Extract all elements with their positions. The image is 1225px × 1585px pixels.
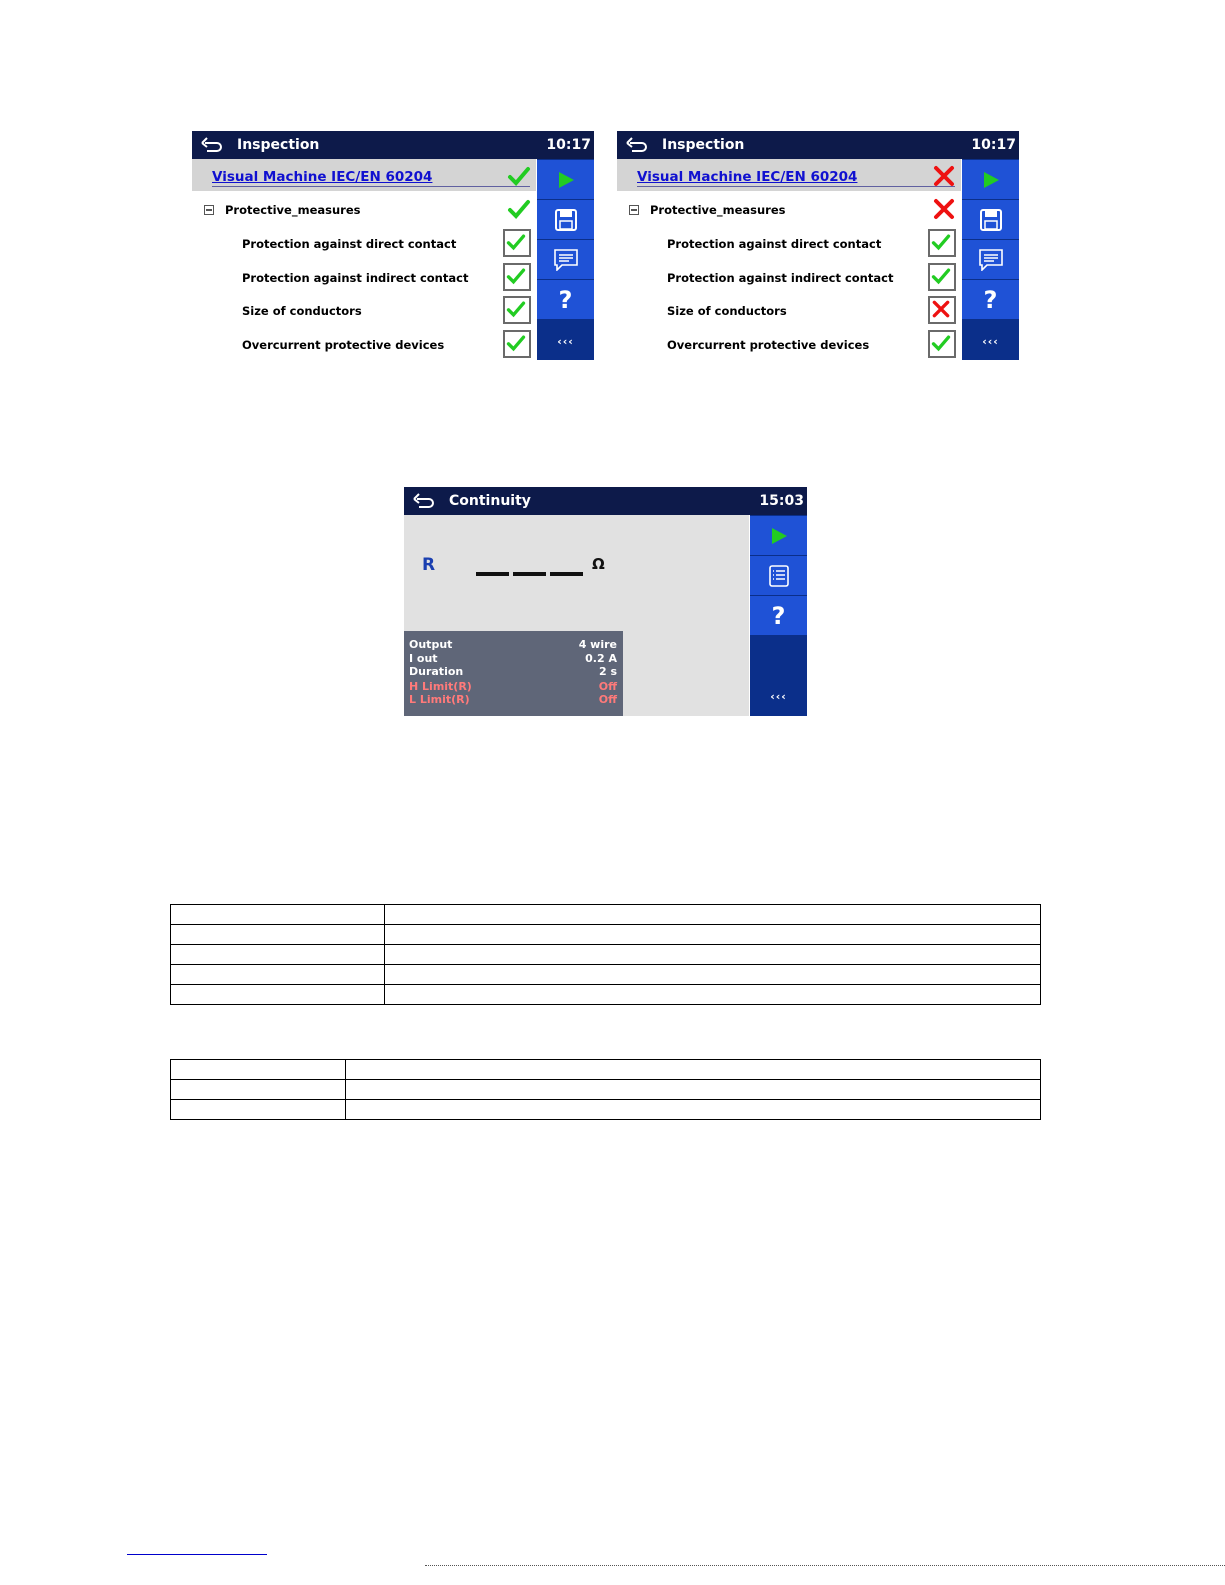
collapse-icon[interactable] — [204, 205, 214, 215]
list-item[interactable] — [617, 261, 961, 294]
table-cell — [171, 925, 385, 945]
parameter-row — [409, 665, 617, 679]
inspection-header-row[interactable] — [192, 159, 536, 191]
table-cell — [385, 905, 1041, 925]
back-icon[interactable] — [626, 135, 648, 153]
check-icon — [931, 232, 951, 252]
item-label: Overcurrent protective devices — [667, 338, 870, 352]
save-button[interactable] — [537, 200, 594, 239]
parameter-name: L Limit(R) — [409, 693, 470, 706]
parameter-panel[interactable] — [404, 631, 623, 716]
check-icon — [507, 197, 531, 221]
table-cell — [385, 965, 1041, 985]
clock: 15:03 — [759, 493, 804, 509]
sidebar — [962, 159, 1019, 360]
list-item[interactable] — [617, 227, 961, 260]
check-icon — [506, 299, 526, 319]
comment-button[interactable] — [962, 240, 1019, 279]
start-button[interactable] — [537, 160, 594, 199]
clock: 10:17 — [971, 137, 1016, 153]
table-cell — [346, 1100, 1041, 1120]
table-cell — [171, 1060, 346, 1080]
comment-icon — [554, 249, 578, 271]
table-cell — [171, 985, 385, 1005]
table-row — [171, 985, 1041, 1005]
check-icon — [931, 266, 951, 286]
group-row[interactable] — [617, 193, 961, 226]
list-item[interactable] — [192, 227, 536, 260]
help-icon: ? — [558, 285, 573, 314]
table-row — [171, 1080, 1041, 1100]
checkbox[interactable] — [503, 229, 531, 257]
list-item[interactable] — [192, 294, 536, 327]
more-icon: ‹‹‹ — [770, 690, 787, 703]
parameter-name: H Limit(R) — [409, 680, 472, 693]
item-label: Protection against indirect contact — [667, 271, 894, 285]
more-button[interactable] — [537, 322, 594, 360]
play-icon — [557, 171, 575, 189]
parameter-row — [409, 693, 617, 707]
footer-rule — [425, 1565, 1225, 1567]
table-row — [171, 905, 1041, 925]
check-icon — [506, 232, 526, 252]
title-bar — [192, 131, 594, 159]
table-cell — [346, 1060, 1041, 1080]
help-button[interactable] — [750, 596, 807, 635]
parameter-value: 4 wire — [578, 638, 617, 651]
table-2 — [170, 1059, 1041, 1120]
comment-button[interactable] — [537, 240, 594, 279]
back-icon[interactable] — [413, 491, 435, 509]
screen-title: Continuity — [449, 493, 531, 509]
help-button[interactable] — [537, 280, 594, 319]
checkbox[interactable] — [503, 330, 531, 358]
title-bar — [404, 487, 807, 515]
table-cell — [385, 985, 1041, 1005]
parameter-value: Off — [598, 680, 617, 693]
start-button[interactable] — [750, 516, 807, 555]
inspection-screen-left — [192, 131, 594, 360]
item-label: Size of conductors — [667, 304, 787, 318]
list-item[interactable] — [192, 328, 536, 360]
parameter-value: 2 s — [598, 665, 617, 678]
table-1 — [170, 904, 1041, 1005]
check-icon — [506, 333, 526, 353]
table-row — [171, 965, 1041, 985]
parameter-name: Output — [409, 638, 453, 651]
table-cell — [171, 1100, 346, 1120]
more-icon: ‹‹‹ — [557, 335, 574, 348]
parameter-value: 0.2 A — [585, 652, 617, 665]
check-icon — [931, 333, 951, 353]
checkbox[interactable] — [928, 330, 956, 358]
screen-title: Inspection — [662, 137, 745, 153]
table-row — [171, 1060, 1041, 1080]
table-cell — [385, 925, 1041, 945]
parameter-row — [409, 652, 617, 666]
cross-icon — [932, 164, 956, 188]
sidebar — [750, 515, 807, 716]
checkbox[interactable] — [928, 229, 956, 257]
check-icon — [506, 266, 526, 286]
cross-icon — [931, 299, 951, 319]
item-label: Protection against direct contact — [242, 237, 457, 251]
group-label: Protective_measures — [225, 203, 361, 217]
parameter-name: Duration — [409, 665, 464, 678]
list-item[interactable] — [192, 261, 536, 294]
checkbox[interactable] — [503, 296, 531, 324]
back-icon[interactable] — [201, 135, 223, 153]
item-label: Size of conductors — [242, 304, 362, 318]
parameters-button[interactable] — [750, 556, 807, 595]
more-button[interactable] — [750, 677, 807, 716]
screen-title: Inspection — [237, 137, 320, 153]
save-icon — [555, 209, 577, 231]
parameter-row — [409, 680, 617, 694]
result-placeholder — [513, 572, 546, 576]
check-icon — [507, 164, 531, 188]
result-placeholder — [476, 572, 509, 576]
collapse-icon[interactable] — [629, 205, 639, 215]
more-icon: ‹‹‹ — [982, 335, 999, 348]
result-unit: Ω — [592, 555, 605, 573]
parameter-value: Off — [598, 693, 617, 706]
footnote-link-line — [127, 1554, 267, 1555]
checkbox[interactable] — [928, 263, 956, 291]
item-label: Protection against indirect contact — [242, 271, 469, 285]
table-row — [171, 1100, 1041, 1120]
group-row[interactable] — [192, 193, 536, 226]
item-label: Overcurrent protective devices — [242, 338, 445, 352]
table-row — [171, 945, 1041, 965]
list-item[interactable] — [617, 294, 961, 327]
table-row — [171, 925, 1041, 945]
item-label: Protection against direct contact — [667, 237, 882, 251]
save-button[interactable] — [962, 200, 1019, 239]
help-button[interactable] — [962, 280, 1019, 319]
continuity-screen — [404, 487, 807, 716]
table-cell — [346, 1080, 1041, 1100]
table-cell — [385, 945, 1041, 965]
sidebar — [537, 159, 594, 360]
inspection-name[interactable]: Visual Machine IEC/EN 60204 — [212, 169, 433, 185]
list-icon — [769, 565, 789, 587]
table-cell — [171, 965, 385, 985]
checkbox[interactable] — [928, 296, 956, 324]
more-button[interactable] — [962, 322, 1019, 360]
parameter-name: I out — [409, 652, 438, 665]
help-icon: ? — [983, 285, 998, 314]
inspection-screen-right — [617, 131, 1019, 360]
parameter-row — [409, 638, 617, 652]
table-cell — [171, 905, 385, 925]
help-icon: ? — [771, 601, 786, 630]
play-icon — [770, 527, 788, 545]
title-bar — [617, 131, 1019, 159]
inspection-header-row[interactable] — [617, 159, 961, 191]
table-cell — [171, 1080, 346, 1100]
play-icon — [982, 171, 1000, 189]
comment-icon — [979, 249, 1003, 271]
start-button[interactable] — [962, 160, 1019, 199]
save-icon — [980, 209, 1002, 231]
checkbox[interactable] — [503, 263, 531, 291]
result-placeholder — [550, 572, 583, 576]
table-cell — [171, 945, 385, 965]
inspection-name[interactable]: Visual Machine IEC/EN 60204 — [637, 169, 858, 185]
group-label: Protective_measures — [650, 203, 786, 217]
result-label: R — [422, 555, 436, 575]
cross-icon — [932, 197, 956, 221]
clock: 10:17 — [546, 137, 591, 153]
list-item[interactable] — [617, 328, 961, 360]
